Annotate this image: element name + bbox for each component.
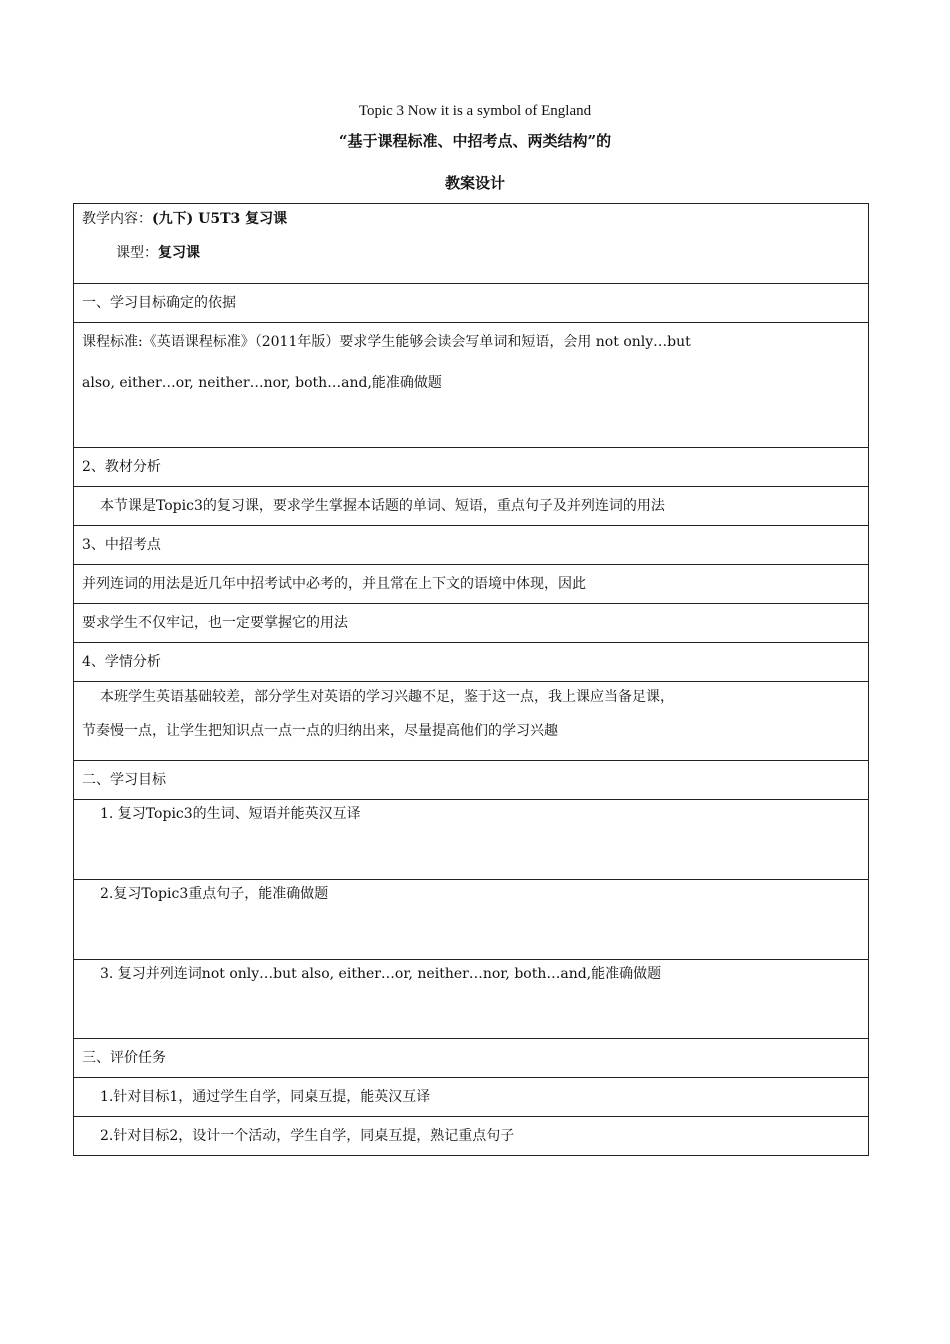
section-4-text-line-2: 节奏慢一点，让学生把知识点一点一点的归纳出来，尽量提高他们的学习兴趣 bbox=[82, 723, 558, 739]
goal-2-text: 2.复习Topic3重点句子，能准确做题 bbox=[74, 880, 869, 960]
section-4-heading: 4、学情分析 bbox=[74, 643, 869, 682]
content-value: (九下) U5T3 复习课 bbox=[152, 211, 288, 227]
evaluation-1-text: 1.针对目标1，通过学生自学，同桌互提，能英汉互译 bbox=[74, 1078, 869, 1117]
content-row bbox=[74, 204, 869, 284]
section-3-heading-row bbox=[74, 526, 869, 565]
goals-heading: 二、学习目标 bbox=[74, 761, 869, 800]
document-subtitle: 教案设计 bbox=[444, 174, 505, 192]
section-3-text-line-1: 并列连词的用法是近几年中招考试中必考的，并且常在上下文的语境中体现，因此 bbox=[74, 565, 869, 604]
section-1-text-row bbox=[74, 323, 869, 448]
lesson-type-label: 课型： bbox=[116, 245, 158, 261]
section-2-heading: 2、教材分析 bbox=[74, 448, 869, 487]
section-1-heading: 一、学习目标确定的依据 bbox=[74, 284, 869, 323]
goal-3-row bbox=[74, 960, 869, 1039]
section-1-heading-row bbox=[74, 284, 869, 323]
lesson-type-value: 复习课 bbox=[158, 245, 200, 261]
evaluation-heading-row bbox=[74, 1039, 869, 1078]
section-4-text-row bbox=[74, 682, 869, 761]
document-title-english: Topic 3 Now it is a symbol of England bbox=[358, 103, 592, 119]
lesson-plan-table bbox=[73, 203, 869, 1156]
section-3-text-line-2: 要求学生不仅牢记，也一定要掌握它的用法 bbox=[74, 604, 869, 643]
goal-1-row bbox=[74, 800, 869, 880]
section-1-text-line-1: 课程标准:《英语课程标准》（2011年版）要求学生能够会读会写单词和短语，会用 not only…but bbox=[82, 334, 691, 350]
goals-heading-row bbox=[74, 761, 869, 800]
goal-1-text: 1. 复习Topic3的生词、短语并能英汉互译 bbox=[74, 800, 869, 880]
section-2-heading-row bbox=[74, 448, 869, 487]
section-4-text-line-1: 本班学生英语基础较差，部分学生对英语的学习兴趣不足，鉴于这一点，我上课应当备足课， bbox=[100, 689, 674, 705]
section-3-text-row-2 bbox=[74, 604, 869, 643]
goal-2-row bbox=[74, 880, 869, 960]
section-2-text-row bbox=[74, 487, 869, 526]
evaluation-2-text: 2.针对目标2，设计一个活动，学生自学，同桌互提，熟记重点句子 bbox=[74, 1117, 869, 1156]
evaluation-heading: 三、评价任务 bbox=[74, 1039, 869, 1078]
evaluation-1-row bbox=[74, 1078, 869, 1117]
section-1-text-line-2: also, either…or, neither…nor, both…and,能准确做题 bbox=[82, 375, 442, 391]
section-3-text-row-1 bbox=[74, 565, 869, 604]
evaluation-2-row bbox=[74, 1117, 869, 1156]
section-3-heading: 3、中招考点 bbox=[74, 526, 869, 565]
content-label: 教学内容： bbox=[82, 211, 152, 227]
goal-3-text: 3. 复习并列连词not only…but also, either…or, neither…nor, both…and,能准确做题 bbox=[74, 960, 869, 1039]
section-4-heading-row bbox=[74, 643, 869, 682]
document-title-chinese: “基于课程标准、中招考点、两类结构”的 bbox=[338, 132, 612, 150]
section-2-text: 本节课是Topic3的复习课，要求学生掌握本话题的单词、短语，重点句子及并列连词的用法 bbox=[74, 487, 869, 526]
